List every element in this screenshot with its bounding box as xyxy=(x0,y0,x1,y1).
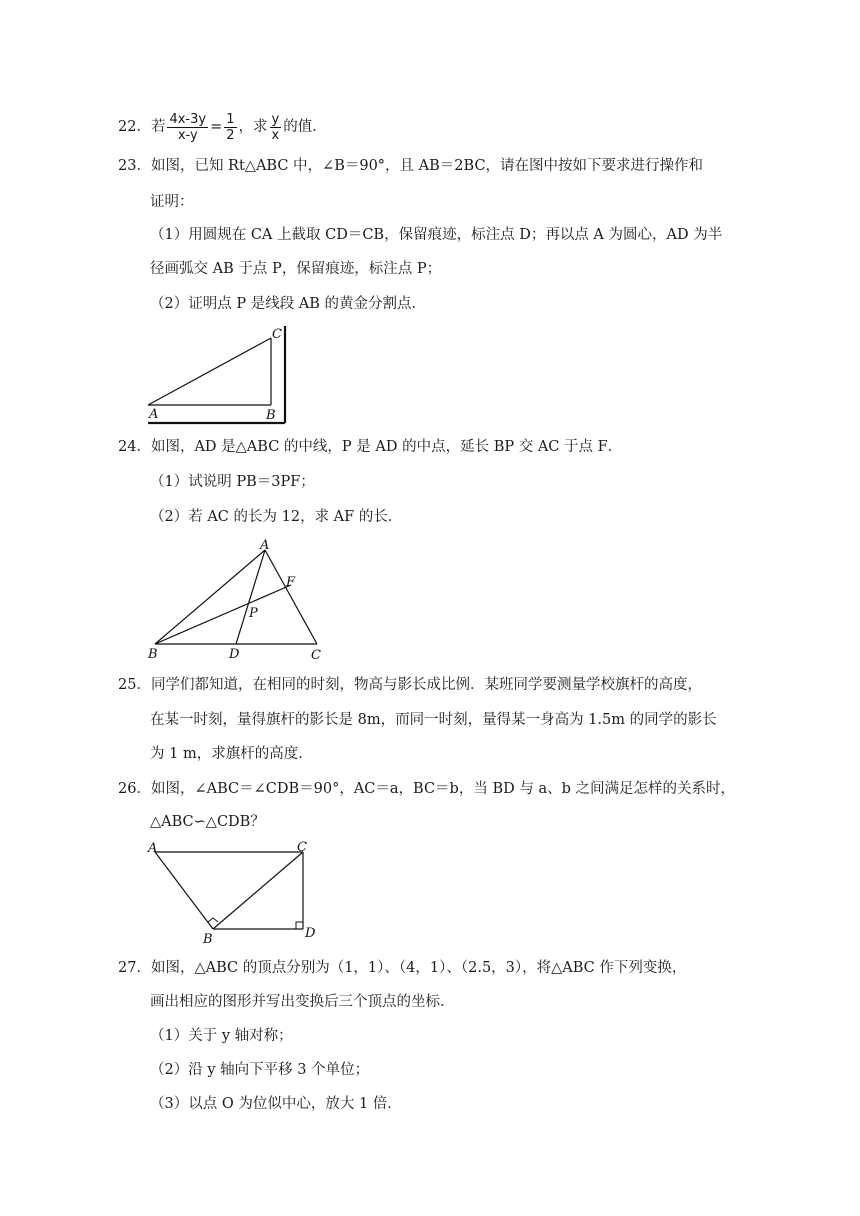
question-24-line-2: （1）试说明 PB＝3PF； xyxy=(150,474,315,490)
question-25-line-3: 为 1 m，求旗杆的高度． xyxy=(150,746,313,762)
label-a: A xyxy=(260,538,270,553)
figure-triangle-median xyxy=(145,538,325,663)
label-b: B xyxy=(203,932,213,947)
question-23-line-2: 证明： xyxy=(150,194,194,210)
question-25-line-2: 在某一时刻，量得旗杆的影长是 8m，而同一时刻，量得某一身高为 1.5m 的同学的影长 xyxy=(150,712,717,728)
figure-similar-triangles xyxy=(145,838,325,948)
question-number: 26． xyxy=(118,781,151,797)
figure-right-triangle xyxy=(145,322,290,427)
label-f: F xyxy=(286,575,296,590)
question-26-line-1: 26．如图，∠ABC＝∠CDB＝90°，AC＝a，BC＝b，当 BD 与 a、b 之间满足怎样的关系时， xyxy=(118,781,735,797)
fraction: $\frac{4x-3y}{x-y}$ xyxy=(169,111,207,143)
question-27-line-2: 画出相应的图形并写出变换后三个顶点的坐标． xyxy=(150,994,455,1010)
label-b: B xyxy=(266,408,276,423)
label-c: C xyxy=(297,840,307,855)
label-d: D xyxy=(229,647,240,662)
question-27-line-1: 27．如图，△ABC 的顶点分别为（1，1）、（4，1）、（2.5，3），将△ABC 作下列变换， xyxy=(118,960,687,976)
question-22: 22．若 $\frac{4x-3y}{x-y}$ = $\frac{1}{2}$ ，求 $\frac{y}{x}$ 的值． xyxy=(118,111,327,143)
question-number: 25． xyxy=(118,677,151,693)
question-27-line-3: （1）关于 y 轴对称； xyxy=(150,1028,293,1044)
question-number: 22． xyxy=(118,119,151,135)
label-c: C xyxy=(272,327,282,342)
question-23-line-5: （2）证明点 P 是线段 AB 的黄金分割点． xyxy=(150,296,427,312)
fraction: $\frac{y}{x}$ xyxy=(271,111,280,143)
label-a: A xyxy=(149,407,159,422)
question-23-line-4: 径画弧交 AB 于点 P，保留痕迹，标注点 P； xyxy=(150,261,442,277)
label-a: A xyxy=(148,841,158,856)
question-27-line-4: （2）沿 y 轴向下平移 3 个单位； xyxy=(150,1062,370,1078)
label-c: C xyxy=(311,648,321,663)
question-24-line-1: 24．如图，AD 是△ABC 的中线，P 是 AD 的中点，延长 BP 交 AC 于点 F． xyxy=(118,439,623,455)
question-number: 24． xyxy=(118,439,151,455)
label-b: B xyxy=(148,647,158,662)
question-23-line-3: （1）用圆规在 CA 上截取 CD＝CB，保留痕迹，标注点 D；再以点 A 为圆心，AD 为半 xyxy=(150,227,723,243)
text: 若 xyxy=(150,119,166,135)
label-p: P xyxy=(249,606,258,621)
question-number: 27． xyxy=(118,960,151,976)
label-d: D xyxy=(305,926,316,941)
question-26-line-2: △ABC∽△CDB？ xyxy=(150,814,265,830)
question-25-line-1: 25．同学们都知道，在相同的时刻，物高与影长成比例．某班同学要测量学校旗杆的高度， xyxy=(118,677,702,693)
question-27-line-5: （3）以点 O 为位似中心，放大 1 倍． xyxy=(150,1096,402,1112)
question-23-line-1: 23．如图，已知 Rt△ABC 中，∠B＝90°，且 AB＝2BC，请在图中按如下要求进行操作和 xyxy=(118,158,704,174)
fraction: $\frac{1}{2}$ xyxy=(226,111,235,143)
question-number: 23． xyxy=(118,158,151,174)
question-24-line-3: （2）若 AC 的长为 12，求 AF 的长． xyxy=(150,509,403,525)
